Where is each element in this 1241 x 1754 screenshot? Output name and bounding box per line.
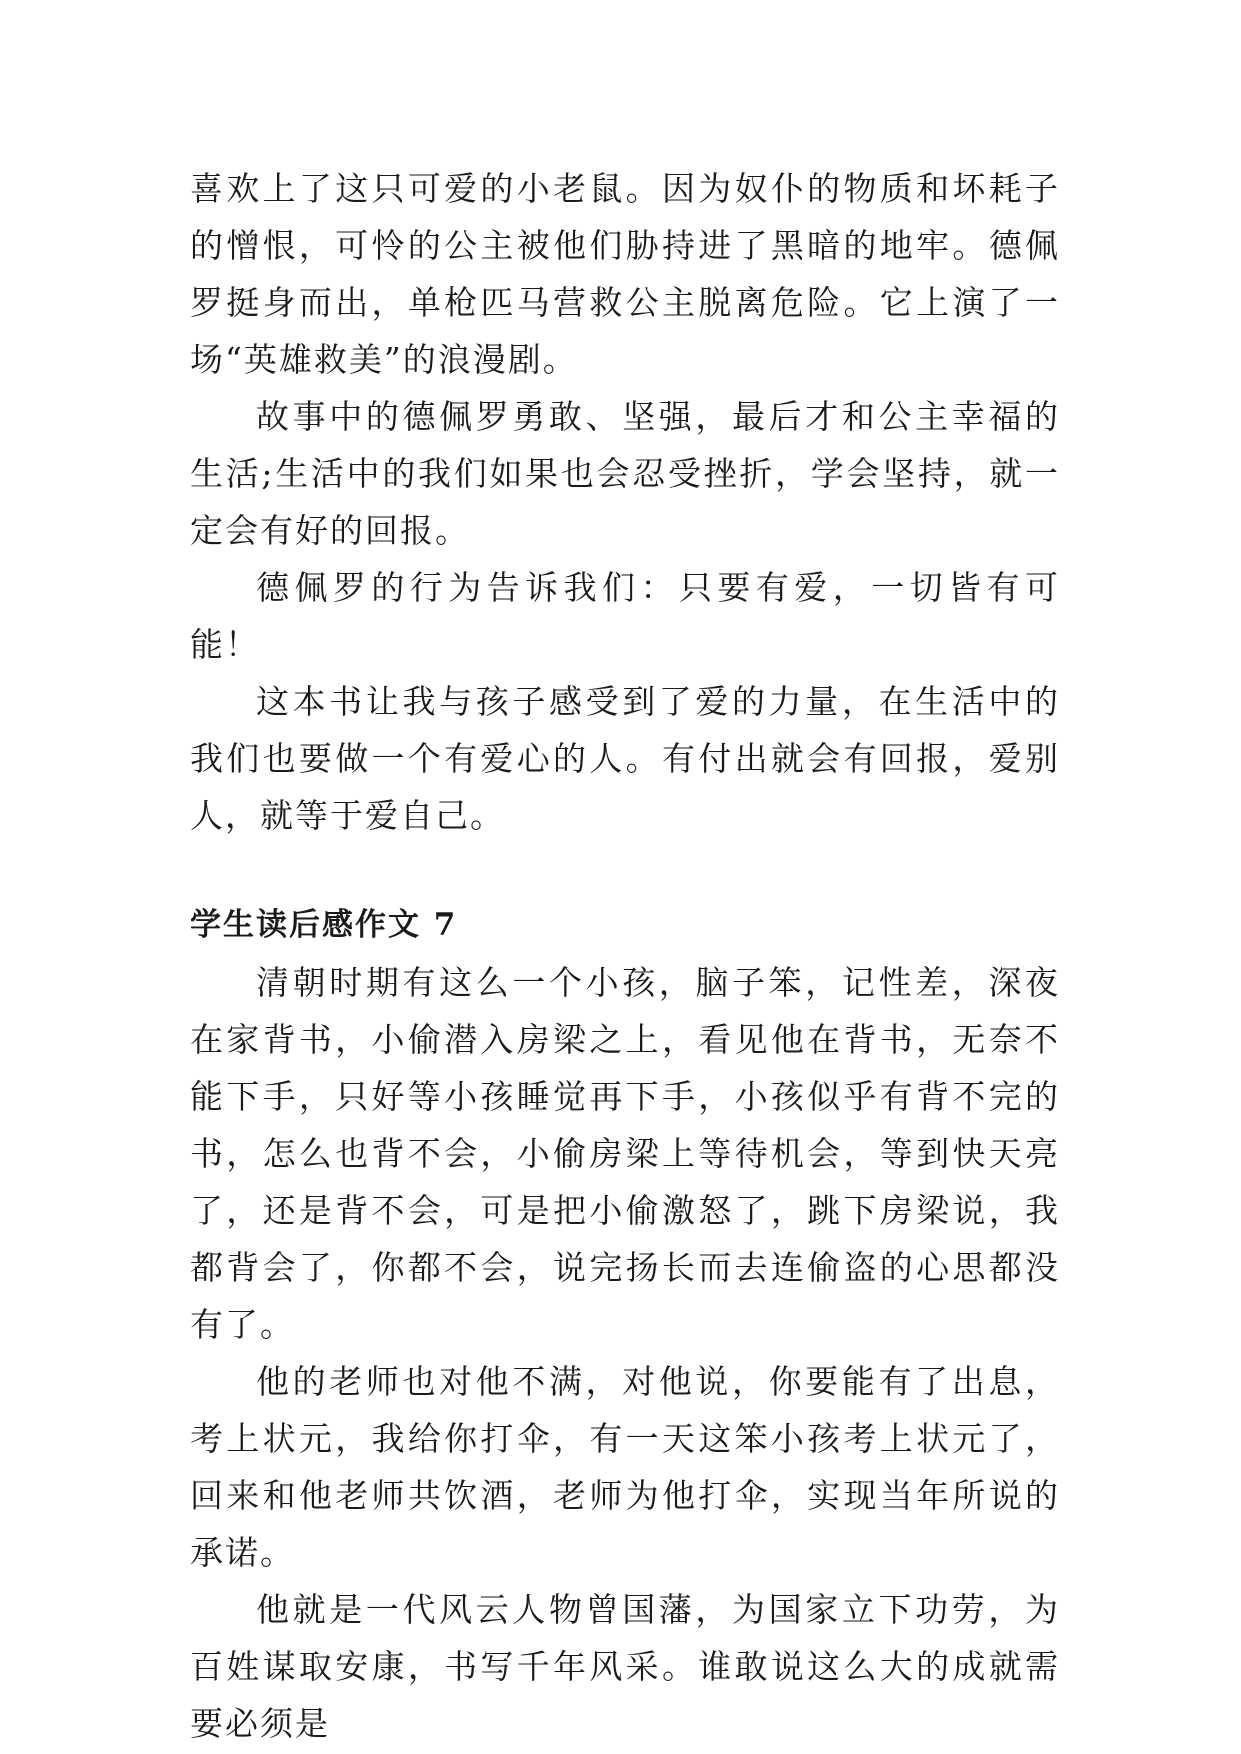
- document-body: [190, 160, 1060, 1752]
- section-heading: 学生读后感作文 7: [190, 907, 458, 943]
- paragraph: 他就是一代风云人物曾国藩，为国家立下功劳，为百姓谋取安康，书写千年风采。谁敢说这么大的成就需要必须是: [190, 1590, 1060, 1743]
- paragraph: 这本书让我与孩子感受到了爱的力量，在生活中的我们也要做一个有爱心的人。有付出就会有回报，爱别人，就等于爱自己。: [190, 682, 1060, 835]
- paragraph: 喜欢上了这只可爱的小老鼠。因为奴仆的物质和坏耗子的憎恨，可怜的公主被他们胁持进了黑暗的地牢。德佩罗挺身而出，单枪匹马营救公主脱离危险。它上演了一场“英雄救美”的浪漫剧。: [190, 169, 1060, 379]
- paragraph: 德佩罗的行为告诉我们：只要有爱，一切皆有可能！: [190, 568, 1060, 664]
- paragraph: 清朝时期有这么一个小孩，脑子笨，记性差，深夜在家背书，小偷潜入房梁之上，看见他在背书，无奈不能下手，只好等小孩睡觉再下手，小孩似乎有背不完的书，怎么也背不会，小偷房梁上等待机会，等到快天亮了，还是背不会，可是把小偷激怒了，跳下房梁说，我都背会了，你都不会，说完扬长而去连偷盗的心思都没有了。: [190, 963, 1060, 1344]
- paragraph: 他的老师也对他不满，对他说，你要能有了出息，考上状元，我给你打伞，有一天这笨小孩考上状元了，回来和他老师共饮酒，老师为他打伞，实现当年所说的承诺。: [190, 1362, 1060, 1572]
- paragraph: 故事中的德佩罗勇敢、坚强，最后才和公主幸福的生活;生活中的我们如果也会忍受挫折，学会坚持，就一定会有好的回报。: [190, 397, 1060, 550]
